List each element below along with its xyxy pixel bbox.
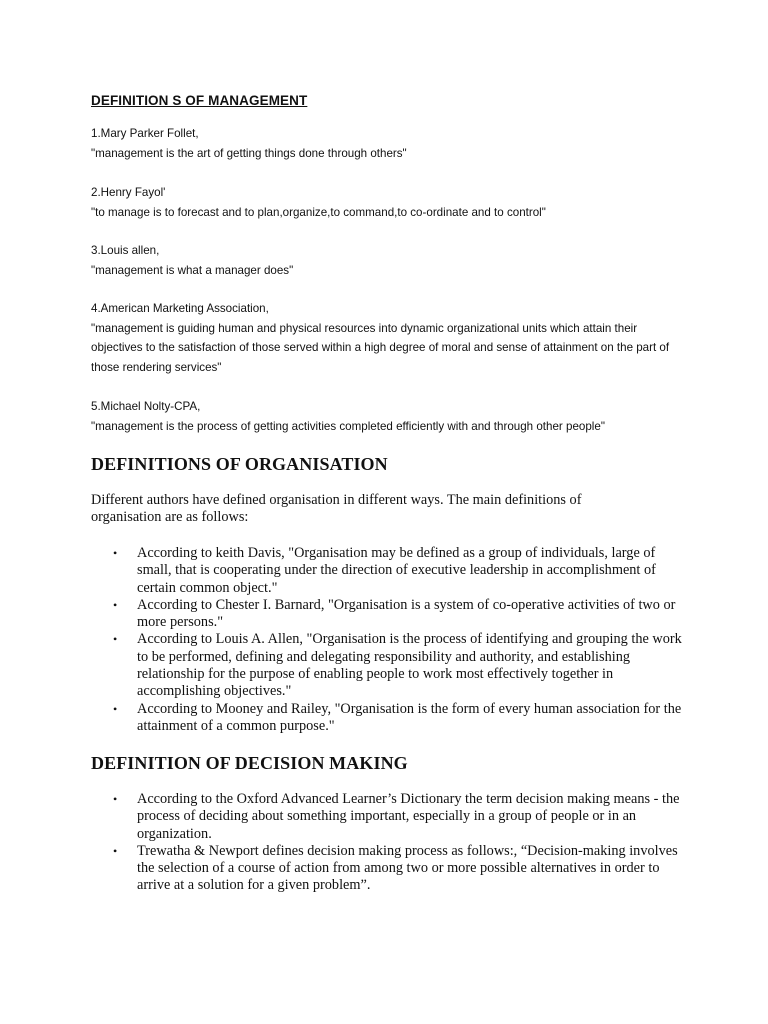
entry-quote: "management is guiding human and physical resources into dynamic organizational units which attain their objectives to the satisfaction of those served within a high degree of moral and sense of attainment on the part of those rendering services" — [91, 321, 670, 374]
decision-heading: DEFINITION OF DECISION MAKING — [91, 753, 408, 773]
management-heading: DEFINITION S OF MANAGEMENT — [91, 93, 308, 108]
management-entry — [91, 397, 731, 436]
bullet-icon: • — [113, 843, 118, 858]
management-entry — [91, 241, 731, 280]
decision-list — [91, 791, 691, 895]
list-item-text: According to Louis A. Allen, "Organisation is the process of identifying and grouping the work to be performed, defining and delegating responsibility and authority, and establishing relationship for the purpose of enabling people to work most effectively together in accomplishing objectives." — [137, 631, 682, 700]
bullet-icon: • — [113, 597, 118, 612]
entry-quote: "management is the art of getting things done through others" — [91, 146, 407, 160]
management-entry — [91, 124, 731, 163]
entry-author: 3.Louis allen, — [91, 244, 160, 257]
organisation-list — [91, 545, 691, 735]
list-item — [91, 631, 691, 700]
bullet-icon: • — [113, 792, 118, 806]
list-item — [91, 843, 691, 895]
list-item-text: Trewatha & Newport defines decision making process as follows:, “Decision-making involves the selection of a course of action from among two or more possible alternatives in order to arrive at a solution for a given problem”. — [137, 842, 678, 894]
organisation-heading: DEFINITIONS OF ORGANISATION — [91, 454, 388, 474]
list-item — [91, 545, 691, 597]
bullet-icon: • — [113, 632, 118, 647]
organisation-intro: Different authors have defined organisation in different ways. The main definitions of organisation are as follows: — [91, 492, 582, 526]
list-item-text: According to keith Davis, "Organisation may be defined as a group of individuals, large of small, that is cooperating under the direction of executive leadership in accomplishment of certain common object." — [137, 545, 656, 596]
management-entry — [91, 183, 731, 222]
list-item — [91, 597, 691, 632]
list-item — [91, 701, 691, 736]
list-item-text: According to Chester I. Barnard, "Organisation is a system of co-operative activities of two or more persons." — [137, 596, 676, 631]
bullet-icon: • — [113, 701, 118, 716]
entry-quote: "management is what a manager does" — [91, 263, 294, 277]
management-entry — [91, 299, 681, 377]
entry-author: 1.Mary Parker Follet, — [91, 127, 199, 140]
list-item-text: According to the Oxford Advanced Learner’s Dictionary the term decision making means - the process of deciding about something important, especially in a group of people or in an organization. — [137, 791, 680, 842]
list-item-text: According to Mooney and Railey, "Organisation is the form of every human association for the attainment of a common purpose." — [137, 700, 682, 734]
entry-quote: "to manage is to forecast and to plan,organize,to command,to co-ordinate and to control" — [91, 205, 546, 219]
entry-quote: "management is the process of getting activities completed efficiently with and through other people" — [91, 419, 605, 433]
entry-author: 2.Henry Fayol' — [91, 186, 166, 199]
entry-author: 4.American Marketing Association, — [91, 302, 269, 315]
bullet-icon: • — [113, 546, 118, 560]
list-item — [91, 791, 691, 843]
entry-author: 5.Michael Nolty-CPA, — [91, 400, 201, 413]
